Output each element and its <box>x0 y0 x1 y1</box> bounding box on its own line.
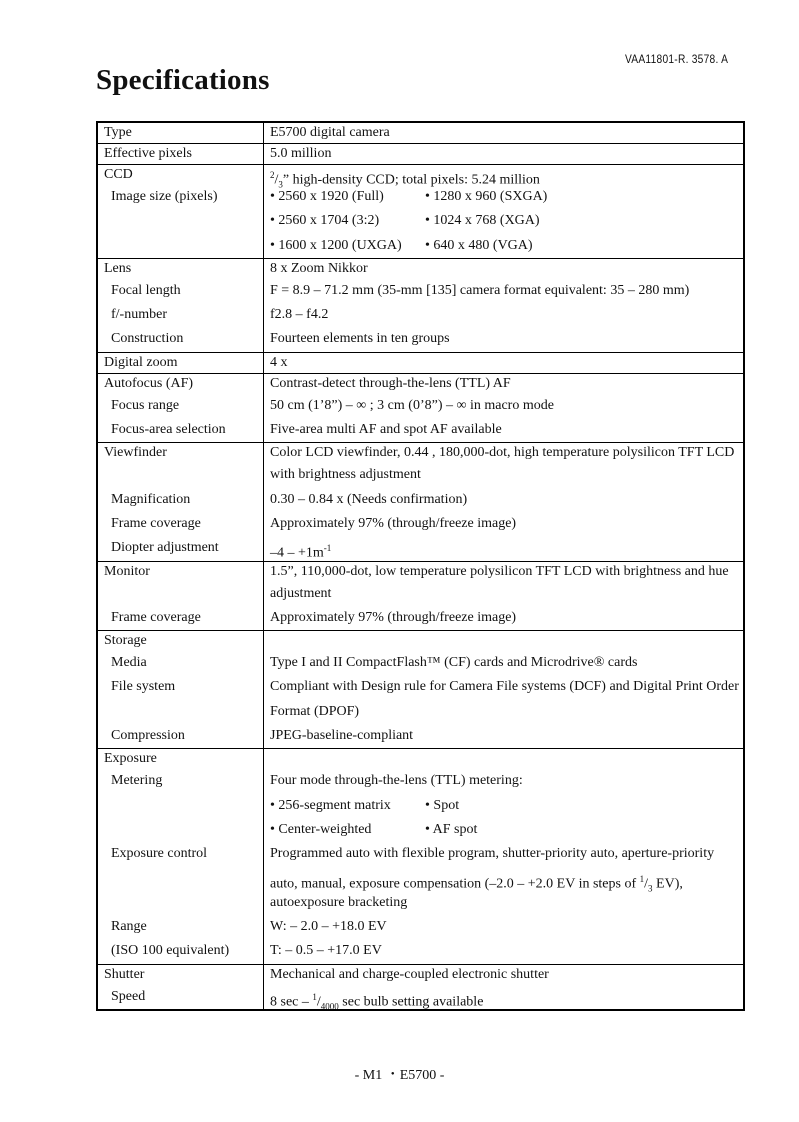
row-label-focal-length: Focal length <box>111 282 181 298</box>
table-row <box>97 561 744 631</box>
row-value-viewfinder-cont: with brightness adjustment <box>270 467 421 483</box>
row-value-compression: JPEG-baseline-compliant <box>270 728 414 744</box>
row-value-ccd: $^2/_3$” high-density CCD; total pixels: 5.24 million <box>270 170 540 190</box>
row-label-image-size: Image size (pixels) <box>111 189 218 204</box>
row-value-construction: Fourteen elements in ten groups <box>270 331 450 347</box>
specifications-table <box>96 121 745 1011</box>
row-label-lens: Lens <box>104 260 132 276</box>
row-label-frame-coverage: Frame coverage <box>111 515 201 531</box>
row-label-construction: Construction <box>111 331 184 347</box>
document-id: VAA11801-R. 3578. A <box>625 52 729 66</box>
row-label-monitor: Monitor <box>104 563 150 579</box>
row-value-f-number: f2.8 – f4.2 <box>270 307 329 323</box>
table-row <box>97 749 744 964</box>
table-row <box>97 258 744 352</box>
row-value-media: Type I and II CompactFlash™ (CF) cards and Microdrive® cards <box>270 655 638 671</box>
row-value-focus-range: 50 cm (1’8”) – ∞ ; 3 cm (0’8”) – ∞ in macro mode <box>270 397 554 413</box>
row-label-shutter: Shutter <box>104 966 145 982</box>
row-value-magnification: 0.30 – 0.84 x (Needs confirmation) <box>270 491 468 507</box>
row-label-range: Range <box>111 919 147 935</box>
table-row <box>97 443 744 561</box>
row-value-shutter: Mechanical and charge-coupled electronic shutter <box>270 966 549 982</box>
row-label-file-system: File system <box>111 679 176 695</box>
row-label-diopter: Diopter adjustment <box>111 540 219 556</box>
list-item: • Center-weighted • AF spot <box>270 821 478 837</box>
row-label-digital-zoom: Digital zoom <box>104 354 178 370</box>
row-value-monitor-frame: Approximately 97% (through/freeze image) <box>270 609 517 625</box>
row-value-diopter: $-4 - +1m^{-1}$ <box>270 543 332 561</box>
row-value-exposure-control: Programmed auto with flexible program, shutter-priority auto, aperture-priority <box>270 846 715 862</box>
row-label-iso: (ISO 100 equivalent) <box>111 943 230 959</box>
row-value-focal-length: F = 8.9 – 71.2 mm (35-mm [135] camera format equivalent: 35 – 280 mm) <box>270 282 690 298</box>
row-value-monitor-cont: adjustment <box>270 585 332 601</box>
row-label-compression: Compression <box>111 728 185 744</box>
table-row <box>97 373 744 443</box>
row-value-iso: T: – 0.5 – +17.0 EV <box>270 943 382 959</box>
row-value-type: E5700 digital camera <box>270 125 390 140</box>
row-value-exposure-control-cont2: autoexposure bracketing <box>270 894 408 910</box>
row-label-focus-area: Focus-area selection <box>111 422 226 438</box>
table-row <box>97 964 744 1010</box>
list-item: • 2560 x 1920 (Full) • 1280 x 960 (SXGA) <box>270 189 548 204</box>
table-row <box>97 165 744 259</box>
row-label-speed: Speed <box>111 988 146 1004</box>
table-row <box>97 144 744 165</box>
list-item: • 2560 x 1704 (3:2) • 1024 x 768 (XGA) <box>270 213 540 229</box>
row-value-file-system-cont: Format (DPOF) <box>270 703 360 719</box>
row-value-speed: 8 sec – $^1/_{4000}$ sec bulb setting available <box>270 991 484 1012</box>
row-label-exposure: Exposure <box>104 751 157 767</box>
row-label-media: Media <box>111 655 147 671</box>
row-label-storage: Storage <box>104 633 147 649</box>
row-value-lens: 8 x Zoom Nikkor <box>270 260 368 276</box>
table-row <box>97 122 744 144</box>
row-value-monitor: 1.5”, 110,000-dot, low temperature polysilicon TFT LCD with brightness and hue <box>270 563 729 579</box>
list-item: • 256-segment matrix • Spot <box>270 797 460 813</box>
row-value-file-system: Compliant with Design rule for Camera File systems (DCF) and Digital Print Order <box>270 679 739 695</box>
row-value-pixels: 5.0 million <box>270 146 332 161</box>
row-label-focus-range: Focus range <box>111 397 180 413</box>
row-value-focus-area: Five-area multi AF and spot AF available <box>270 422 502 438</box>
page-title: Specifications <box>96 64 270 96</box>
page-footer: - M1 ・E5700 - <box>354 1068 445 1083</box>
row-label-ccd: CCD <box>104 167 133 182</box>
row-label-exposure-control: Exposure control <box>111 846 208 862</box>
row-value-autofocus: Contrast-detect through-the-lens (TTL) AF <box>270 375 511 391</box>
row-label-monitor-frame: Frame coverage <box>111 609 201 625</box>
table-row <box>97 352 744 373</box>
row-value-digital-zoom: 4 x <box>270 354 288 370</box>
row-label-f-number: f/-number <box>111 307 167 323</box>
table-row <box>97 631 744 749</box>
row-value-viewfinder: Color LCD viewfinder, 0.44 , 180,000-dot, high temperature polysilicon TFT LCD <box>270 445 735 461</box>
row-label-metering: Metering <box>111 773 163 789</box>
row-label-pixels: Effective pixels <box>104 146 192 161</box>
row-label-type: Type <box>104 125 132 140</box>
row-label-autofocus: Autofocus (AF) <box>104 375 194 391</box>
row-value-frame-coverage: Approximately 97% (through/freeze image) <box>270 515 517 531</box>
list-item: • 1600 x 1200 (UXGA) • 640 x 480 (VGA) <box>270 237 533 253</box>
row-label-magnification: Magnification <box>111 491 191 507</box>
row-value-exposure-control-cont: auto, manual, exposure compensation (–2.0 – +2.0 EV in steps of $^1/_3$ EV), <box>270 873 683 893</box>
row-value-metering: Four mode through-the-lens (TTL) metering: <box>270 773 523 789</box>
row-label-viewfinder: Viewfinder <box>104 445 167 461</box>
row-value-range: W: – 2.0 – +18.0 EV <box>270 919 387 935</box>
